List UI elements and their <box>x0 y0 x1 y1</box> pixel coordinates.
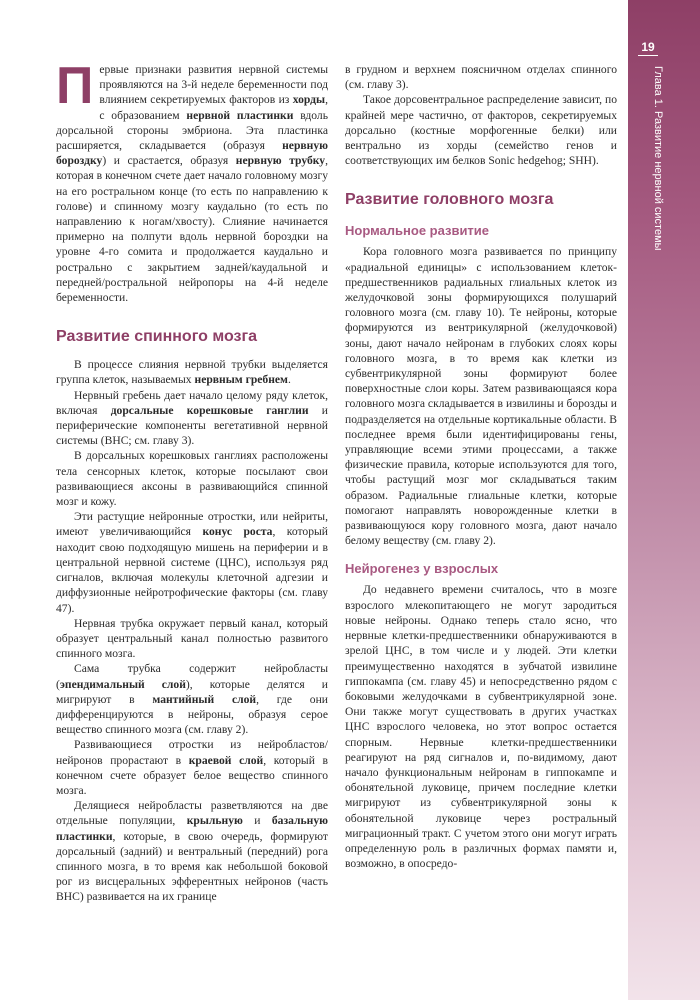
paragraph: В процессе слияния нервной трубки выделяется группа клеток, называемых нервным гребнем. <box>56 358 328 387</box>
left-column <box>56 57 329 905</box>
paragraph-continuation: в грудном и верхнем поясничном отделах спинного (см. главу 3). <box>345 63 617 92</box>
paragraph: Сама трубка содержит нейробласты (эпендимальный слой), которые делятся и мигрируют в мантийный слой, где они дифференцируются в нейроны, образуя серое вещество спинного мозга (см. главу 2). <box>56 662 328 737</box>
page-number-rule <box>638 55 658 56</box>
chapter-tab-title: Глава 1. Развитие нервной системы <box>652 66 664 251</box>
paragraph: Развивающиеся отростки из нейробластов/нейронов прорастают в краевой слой, который в конечном счете образует белое вещество спинного мозга. <box>56 738 328 797</box>
section-heading-spinal-cord: Развитие спинного мозга <box>56 328 258 346</box>
drop-cap: П <box>56 57 94 115</box>
paragraph: Делящиеся нейробласты разветвляются на две отдельные популяции, крыльную и базальную пластинки, которые, в свою очередь, формируют дорсальный (задний) и вентральный (передний) рога спинного мозга, в то время как небольшой боковой рог из висцеральных эфферентных нейронов (часть ВНС) развивается на их границе <box>56 799 328 904</box>
paragraph: Нервная трубка окружает первый канал, который образует центральный канал полностью развитого спинного мозга. <box>56 616 328 661</box>
subheading-adult-neurogenesis: Нейрогенез у взрослых <box>345 561 499 577</box>
paragraph: Кора головного мозга развивается по принципу «радиальной единицы» с использованием клеток-предшественников радиальных глиальных клеток из желудочковой зоны формирующихся полушарий головного мозга (см. главу 10). Те нейроны, которые формируются из вентрикулярной (желудочковой) зоны, дают начало нейронам в глубоких слоях коры головного мозга, в то время как клетки из субвентрикулярной зоны формируют более поверхностные слои коры. Затем развивающаяся кора головного мозга складывается в извилины и борозды и подразделяется на отдельные кортикальные области. В последнее время были идентифицированы гены, управляющие всеми этими процессами, а также физические правила, которые используются для того, чтобы растущий мозг мог складываться таким образом. Радиальные глиальные клетки, которые помогают направлять новорожденные клетки в развивающуюся кору головного мозга, дают начало белому веществу (см. главу 2). <box>345 245 617 548</box>
subheading-normal-development: Нормальное развитие <box>345 223 490 239</box>
paragraph: Такое дорсовентральное распределение зависит, по крайней мере частично, от факторов, секретируемых дорсально (костные морфогенные белки) или вентрально из хорды (семейство генов и соответствующих им белков Sonic hedgehog; SHH). <box>345 93 617 168</box>
paragraph: До недавнего времени считалось, что в мозге взрослого млекопитающего не могут зародиться новые нейроны. Однако теперь стало ясно, что нервные клетки-предшественники обнаруживаются в зрелой ЦНС, в том числе и у людей. Эти клетки преимущественно находятся в зубчатой извилине гиппокампа (см. главу 45) и непосредственно рядом с боковыми желудочками в субвентрикулярной зоне. Они также могут существовать в других участках ЦНС взрослого человека, но этот вопрос остается спорным. Нервные клетки-предшественники реагируют на ряд сигналов и, по-видимому, дают начало функциональным нейронам в гиппокампе и обонятельной луковице, причем последние клетки мигрируют из субвентрикулярной зоны к обонятельной луковице через ростральный миграционный тракт. С учетом этого они могут играть определенную роль в различных формах памяти и, возможно, в опосредо- <box>345 583 617 871</box>
intro-paragraph: Первые признаки развития нервной системы проявляются на 3-й неделе беременности под влиянием секретируемых факторов из хорды, с образованием нервной пластинки вдоль дорсальной стороны эмбриона. Эта пластинка расширяется, складывается (образуя нервную бороздку) и срастается, образуя нервную трубку, которая в конечном счете дает начало головному мозгу на его ростральном конце (то есть по направлению к голове) и спинному мозгу каудально (то есть по направлению к ногам/хвосту). Слияние начинается примерно на полпути вдоль нервной бороздки на уровне 4-го сомита и продолжается каудально и рострально с закрытием задней/каудальной и передней/ростральной нейропоры на 4-й неделе беременности. <box>56 57 329 305</box>
paragraph: Нервный гребень дает начало целому ряду клеток, включая дорсальные корешковые ганглии и периферические компоненты вегетативной нервной системы (ВНС; см. главу 3). <box>56 388 328 448</box>
page-number: 19 <box>641 40 655 54</box>
paragraph: Эти растущие нейронные отростки, или нейриты, имеют увеличивающийся конус роста, который находит свою подходящую мишень на периферии и в центральной нервной системе (ЦНС), используя ряд сигналов, включая молекулы клеточной адгезии и диффузионные нейротрофические факторы (см. главу 47). <box>56 510 328 615</box>
right-column <box>345 62 617 871</box>
chapter-side-band <box>628 0 700 1000</box>
paragraph: В дорсальных корешковых ганглиях расположены тела сенсорных клеток, которые посылают свои развивающиеся аксоны в развивающийся спинной мозг и кожу. <box>56 449 328 509</box>
section-heading-brain: Развитие головного мозга <box>345 191 554 209</box>
